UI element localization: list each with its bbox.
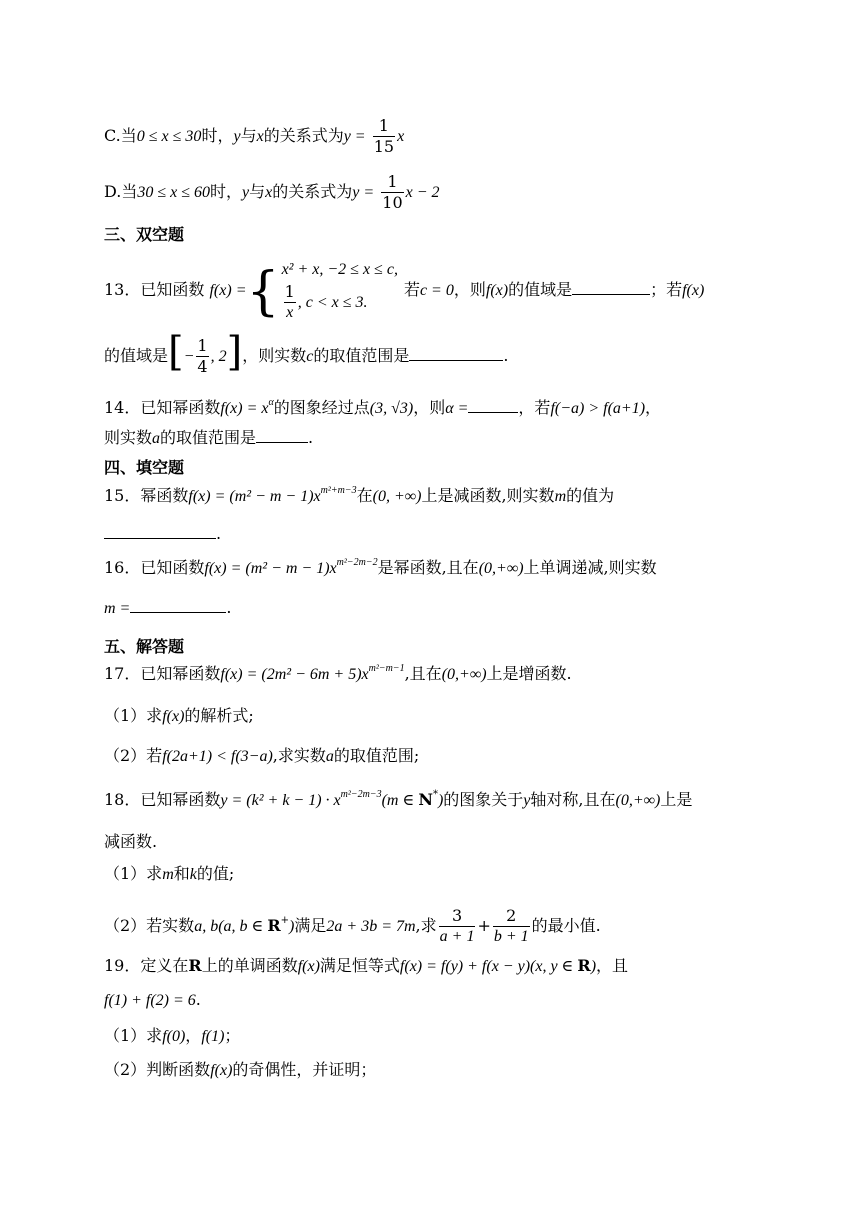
question-14-line2: 则实数a的取值范围是 . — [104, 428, 314, 447]
question-16-line2: m = . — [104, 598, 232, 617]
option-c: C.当0 ≤ x ≤ 30时，y与x的关系式为y = $\frac{1}{15}$ x — [104, 116, 405, 156]
question-19-line2: f(1) + f(2) = 6. — [104, 990, 201, 1009]
question-19-part1: （1）求f(0)，f(1)； — [104, 1026, 241, 1045]
option-d: D.当30 ≤ x ≤ 60时，y与x的关系式为y = $\frac{1}{10}$ x − 2 — [104, 172, 440, 212]
answer-blank[interactable] — [572, 280, 650, 295]
answer-blank[interactable] — [468, 398, 518, 413]
question-13-line2: 的值域是[− $\frac{1}{4}$ , 2]，则实数c的取值范围是 . — [104, 329, 509, 376]
answer-blank[interactable] — [104, 524, 216, 539]
answer-blank[interactable] — [130, 598, 226, 613]
answer-blank[interactable] — [256, 428, 308, 443]
section-heading-4: 四、填空题 — [104, 458, 185, 477]
question-14: 14．已知幂函数$f(x) = x^\alpha$的图象经过点(3, √3)，则α = ，若f(−a) > f(a+1)， — [104, 397, 662, 417]
question-17-part2: （2）若f(2a+1) < f(3−a),求实数a的取值范围; — [104, 746, 420, 765]
question-18-part1: （1）求m和k的值; — [104, 864, 235, 883]
question-16: 16．已知函数$f(x) = (m^2 - m - 1)x^{m^2-2m-2}$是幂函数,且在(0,+∞)上单调递减,则实数 — [104, 557, 657, 577]
question-17: 17．已知幂函数$f(x) = (2m^2 - 6m + 5)x^{m^2-m-1}$,且在(0,+∞)上是增函数. — [104, 663, 572, 683]
section-heading-5: 五、解答题 — [104, 637, 185, 656]
fraction: $\frac{1}{10}$ — [382, 172, 403, 212]
piecewise: x² + x, −2 ≤ x ≤ c, $\frac{1}{x}$ , c < x ≤ 3. — [281, 261, 398, 321]
question-18: 18．已知幂函数$y = (k^2 + k - 1) \cdot x^{m^2-2m-3}(m$ ∈ N*)的图象关于y轴对称,且在(0,+∞)上是 — [104, 789, 693, 809]
question-18-part2: （2）若实数a, b(a, b ∈ R+)满足2a + 3b = 7m,求 $\frac{3}{a + 1}$ + $\frac{2}{b + 1}$ 的最小值. — [104, 906, 601, 945]
question-18-line2: 减函数. — [104, 832, 158, 851]
question-19-part2: （2）判断函数f(x)的奇偶性，并证明； — [104, 1060, 377, 1079]
question-15: 15．幂函数$f(x) = (m^2 - m - 1)x^{m^2+m-3}$在(0, +∞)上是减函数,则实数m的值为 — [104, 485, 615, 505]
question-17-part1: （1）求f(x)的解析式; — [104, 706, 254, 725]
question-13: 13．已知函数 f(x) ={ x² + x, −2 ≤ x ≤ c, $\frac{1}{x}$ , c < x ≤ 3. 若c = 0，则f(x)的值域是 ；若f(x) — [104, 258, 704, 323]
question-19: 19．定义在R上的单调函数f(x)满足恒等式f(x) = f(y) + f(x − y)(x, y ∈ R)，且 — [104, 956, 629, 975]
section-heading-3: 三、双空题 — [104, 225, 185, 244]
fraction: $\frac{1}{15}$ — [373, 116, 395, 156]
question-15-line2: . — [104, 524, 221, 544]
answer-blank[interactable] — [409, 346, 503, 361]
